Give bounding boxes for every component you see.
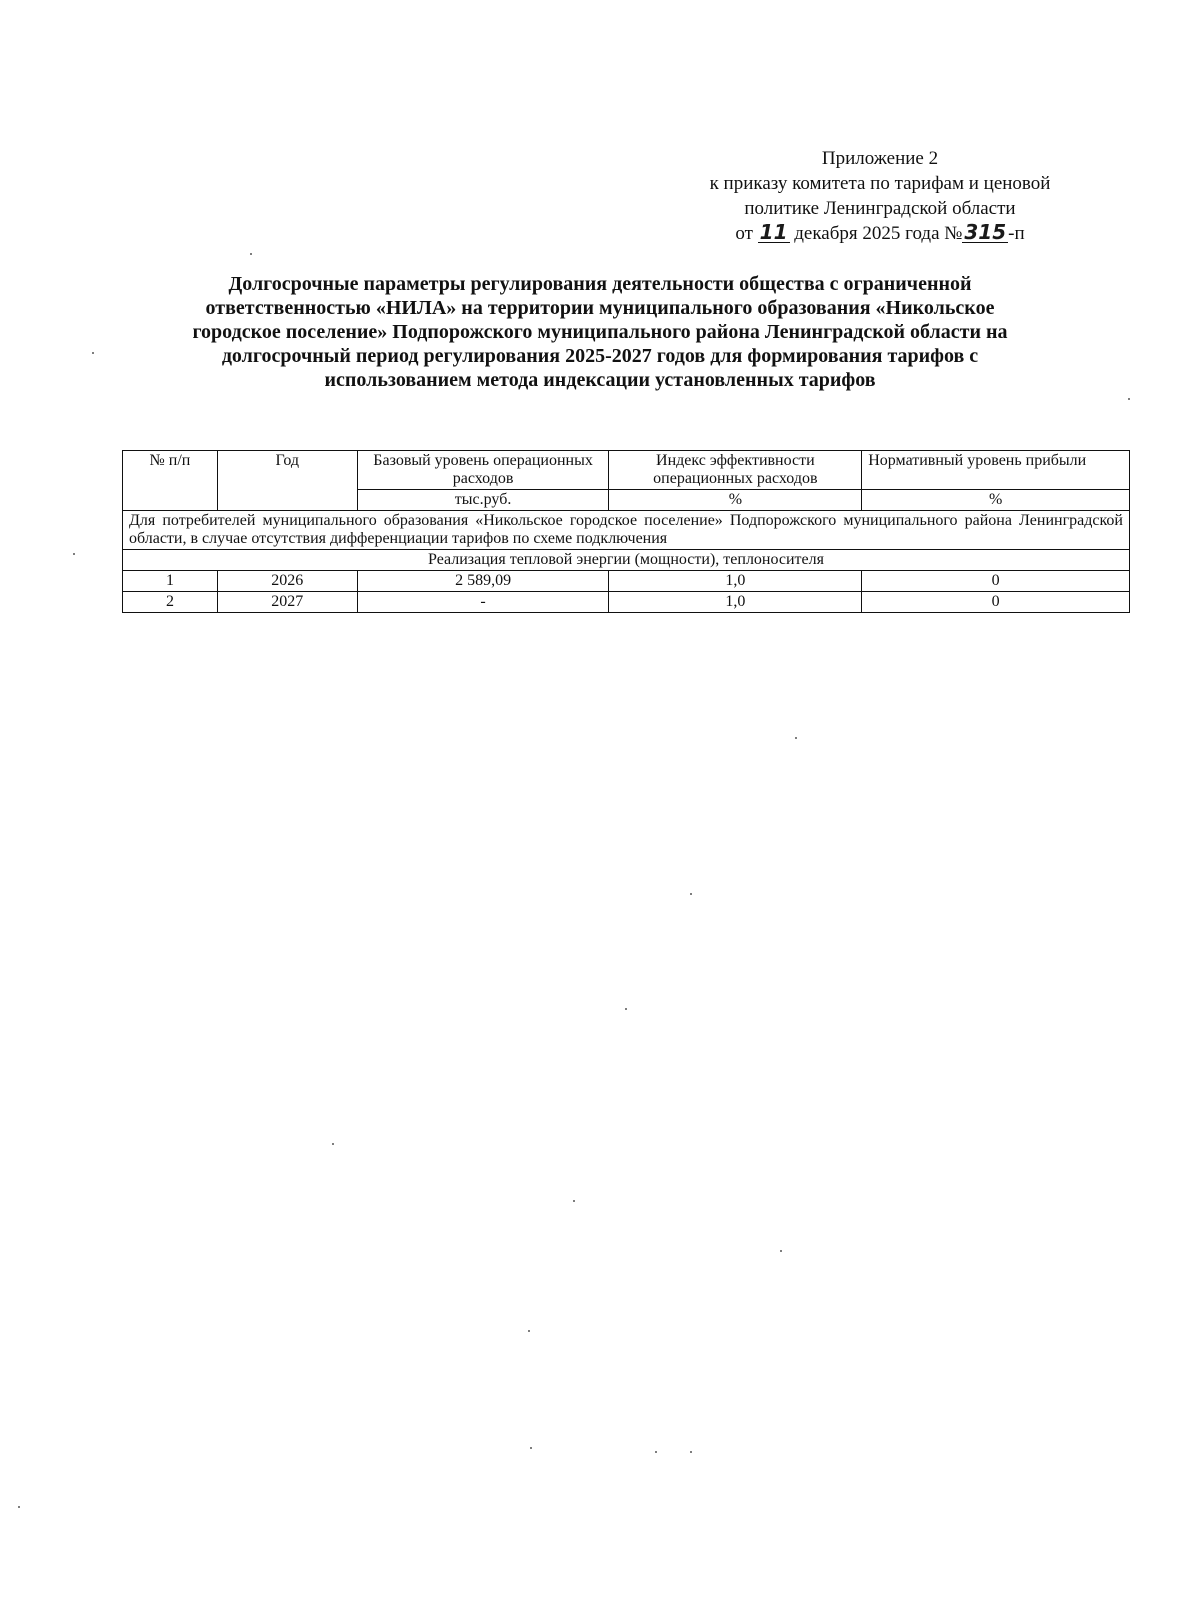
appendix-label: Приложение 2 <box>821 148 939 169</box>
section-title: Реализация тепловой энергии (мощности), теплоносителя <box>123 550 1130 571</box>
scan-speck <box>780 1250 782 1252</box>
scan-speck <box>573 1200 575 1202</box>
unit-profit-level: % <box>862 490 1130 511</box>
scan-speck <box>690 1451 692 1453</box>
scan-speck <box>655 1451 657 1453</box>
table-row <box>123 571 1130 592</box>
order-reference-line-2: политике Ленинградской области <box>744 198 1016 219</box>
header-base-level: Базовый уровень операционных расходов <box>357 451 609 490</box>
row-efficiency-index: 1,0 <box>609 592 862 613</box>
section-row <box>123 550 1130 571</box>
header-profit-level: Нормативный уровень прибыли <box>862 451 1130 490</box>
consumer-note-row <box>123 511 1130 550</box>
row-base-level: - <box>357 592 609 613</box>
scan-speck <box>18 1506 20 1508</box>
document-title <box>120 272 1080 392</box>
row-profit-level: 0 <box>862 571 1130 592</box>
row-efficiency-index: 1,0 <box>609 571 862 592</box>
order-suffix: -п <box>1008 223 1025 244</box>
title-line-5: использованием метода индексации установленных тарифов <box>324 369 876 391</box>
scan-speck <box>250 253 252 255</box>
scan-speck <box>625 1008 627 1010</box>
scan-speck <box>795 737 797 739</box>
order-date-line <box>640 221 1120 246</box>
scan-speck <box>528 1330 530 1332</box>
appendix-header <box>640 146 1120 246</box>
table-row <box>123 592 1130 613</box>
table-header-row <box>123 451 1130 490</box>
header-year: Год <box>217 451 357 511</box>
unit-efficiency-index: % <box>609 490 862 511</box>
title-line-2: ответственностью «НИЛА» на территории муниципального образования «Никольское <box>205 297 995 319</box>
title-line-1: Долгосрочные параметры регулирования деятельности общества с ограниченной <box>228 273 972 295</box>
unit-base-level: тыс.руб. <box>357 490 609 511</box>
consumer-note: Для потребителей муниципального образования «Никольское городское поселение» Подпорожского муниципального района Ленинградской области, в случае отсутствия дифференциации тарифов по схеме подключения <box>123 511 1130 550</box>
handwritten-day: 11 <box>759 220 788 244</box>
row-year: 2027 <box>217 592 357 613</box>
row-num: 1 <box>123 571 218 592</box>
date-prefix: от <box>735 223 753 244</box>
scan-speck <box>92 352 94 354</box>
header-efficiency-index: Индекс эффективности операционных расходов <box>609 451 862 490</box>
order-reference-line-1: к приказу комитета по тарифам и ценовой <box>709 173 1051 194</box>
handwritten-order-number: 315 <box>964 220 1007 244</box>
scan-speck <box>690 893 692 895</box>
row-base-level: 2 589,09 <box>357 571 609 592</box>
row-profit-level: 0 <box>862 592 1130 613</box>
scan-speck <box>73 553 75 555</box>
row-year: 2026 <box>217 571 357 592</box>
scan-speck <box>530 1447 532 1449</box>
header-num: № п/п <box>123 451 218 511</box>
scan-speck <box>1128 398 1130 400</box>
title-line-3: городское поселение» Подпорожского муниципального района Ленинградской области на <box>192 321 1008 343</box>
title-line-4: долгосрочный период регулирования 2025-2027 годов для формирования тарифов с <box>221 345 979 367</box>
parameters-table <box>122 450 1130 613</box>
row-num: 2 <box>123 592 218 613</box>
scan-speck <box>332 1143 334 1145</box>
date-rest: декабря 2025 года № <box>794 223 963 244</box>
